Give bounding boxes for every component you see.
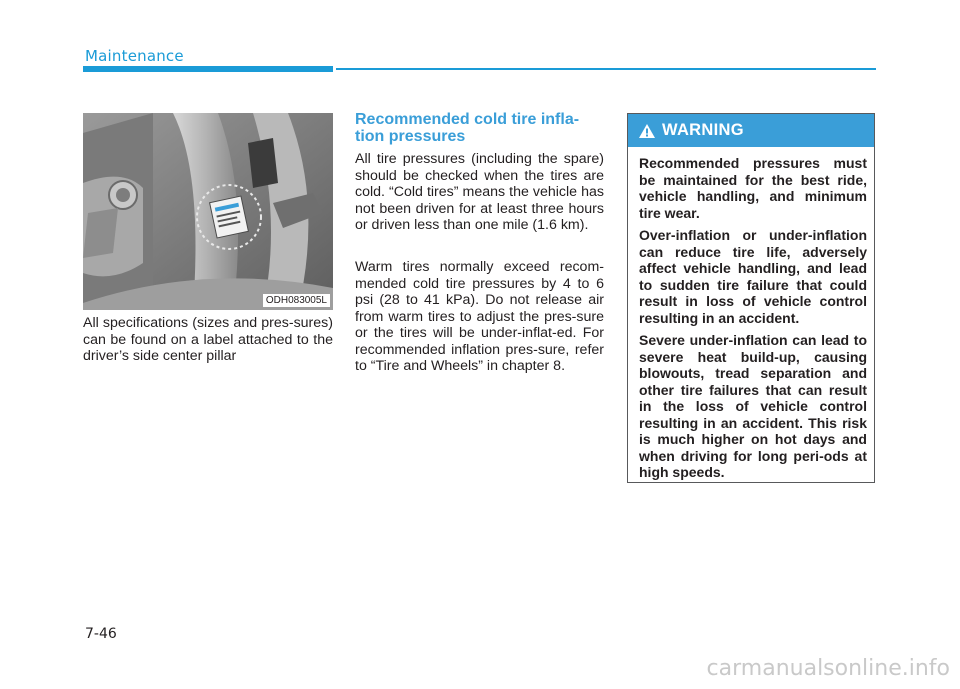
warning-title: WARNING: [662, 121, 744, 139]
warning-body: [628, 147, 874, 481]
door-pillar-illustration: [83, 113, 333, 310]
pillar-drawing: [83, 113, 333, 310]
warning-paragraph: Over-inflation or under-inflation can reduce tire life, adversely affect vehicle handling, and lead to sudden tire failure that could result in loss of vehicle control resulting in an accident.: [639, 227, 867, 326]
warning-header: [628, 114, 874, 147]
page-number: 7-46: [85, 626, 117, 642]
section-title: Maintenance: [85, 47, 184, 65]
warning-box: [627, 113, 875, 483]
body-paragraph: All tire pressures (including the spare) should be checked when the tires are cold. “Cold tires” means the vehicle has not been driven for at least three hours or driven less than one mile (1.6 km).: [355, 151, 604, 233]
header-rule-thin: [336, 68, 876, 70]
figure-caption: ODH083005L: [263, 294, 330, 307]
watermark: carmanualsonline.info: [706, 656, 950, 681]
warning-triangle-icon: [638, 123, 656, 139]
warning-paragraph: Severe under-inflation can lead to severe heat build-up, causing blowouts, tread separation and other tire failures that can result in the loss of vehicle control resulting in an accident. This risk is much higher on hot days and when driving for long peri-ods at high speeds.: [639, 332, 867, 480]
warning-paragraph: Recommended pressures must be maintained for the best ride, vehicle handling, and minimum tire wear.: [639, 155, 867, 221]
spec-location-paragraph: All specifications (sizes and pres-sures) can be found on a label attached to the driver’s side center pillar: [83, 315, 333, 364]
header-rule-thick: [83, 66, 333, 72]
section-heading: Recommended cold tire infla-tion pressures: [355, 111, 580, 145]
body-paragraph: Warm tires normally exceed recom-mended cold tire pressures by 4 to 6 psi (28 to 41 kPa). Do not release air from warm tires to adjust the pres-sure or the tires will be under-inflat-ed. For recommended inflation pres-sure, refer to “Tire and Wheels” in chapter 8.: [355, 259, 604, 374]
